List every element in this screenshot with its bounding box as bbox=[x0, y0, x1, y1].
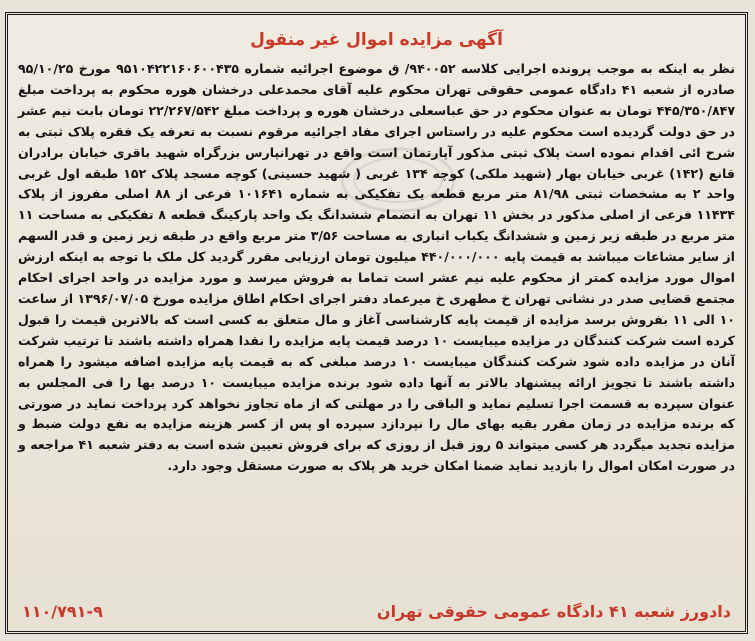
issuer-signature: دادورز شعبه ۴۱ دادگاه عمومی حقوقی تهران bbox=[376, 602, 731, 621]
notice-code: ۱۱۰/۷۹۱-۹ bbox=[22, 602, 103, 621]
auction-notice bbox=[5, 12, 748, 634]
notice-title: آگهی مزایده اموال غیر منقول bbox=[250, 30, 503, 50]
notice-body: نظر به اینکه به موجب پرونده اجرایی کلاسه ۹۴۰۰۵۲/ ق موضوع اجرائیه شماره ۹۵۱۰۴۲۲۱۶۰۶۰۰۴۳۵ مورخ ۹۵/۱۰/۲۵ صادره از شعبه ۴۱ دادگاه عمومی حقوقی تهران محکوم علیه آقای محمدعلی درخشان هوره محکوم به پرداخت مبلغ ۴۴۵/۳۵۰/۸۴۷ تومان به عنوان محکوم در حق عباسعلی درخشان هوره و پرداخت مبلغ ۲۲/۲۶۷/۵۴۲ تومان بابت نیم عشر در حق دولت گردیده است محکوم علیه در راستاس اجرای مفاد اجرائیه مرقوم نسبت به تعرفه یک فقره پلاک ثبتی به شرح ائی اقدام نموده است پلاک ثبتی مذکور آپارتمان است واقع در تهرانپارس بزرگراه شهید باقری خیابان برادران قانع (۱۴۲) غربی خیابان بهار (شهید ملکی) کوچه ۱۳۴ غربی ( شهید حسینی) کوچه مسجد پلاک ۱۵۲ طبقه اول غربی واحد ۲ به مشخصات ثبتی ۸۱/۹۸ متر مربع قطعه یک تفکیکی به شماره ۱۰۱۶۴۱ فرعی از ۸۸ اصلی مفروز از پلاک ۱۱۴۳۴ فرعی از اصلی مذکور در بخش ۱۱ تهران به انضمام ششدانگ یک واحد پارکینگ قطعه ۸ تفکیکی به مساحت ۱۱ متر مربع در طبقه زیر زمین و ششدانگ یکباب انباری به مساحت ۳/۵۶ متر مربع واقع در طبقه زیر زمین و قدر السهم از سایر مشاعات میباشد به قیمت پایه ۴۴۰/۰۰۰/۰۰۰ میلیون تومان ارزیابی مقرر گردید کل ملک با توجه به اینکه ارزش اموال مورد مزایده کمتر از محکوم علیه نیم عشر است تماما به فروش میرسد و مورد مزایده در واحد اجرای احکام مجتمع قضایی صدر در نشانی تهران خ مطهری خ میرعماد دفتر اجرای احکام اطاق مزایده مورخ ۱۳۹۶/۰۷/۰۵ از ساعت ۱۰ الی ۱۱ بفروش برسد مزایده از قیمت پایه کارشناسی آغاز و مال متعلق به کسی است که بالاترین قیمت را قبول کرده است شرکت کنندگان در مزایده میبایست ۱۰ درصد قیمت پایه مزایده را نقدا همراه داشته باشند تا ترتیب شرکت آنان در مزایده داده شود شرکت کنندگان میبایست ۱۰ درصد مبلغی که به قیمت پایه مزایده اضافه میشود را همراه داشته باشند تا تجویز ارائه پیشنهاد بالاتر به آنها داده شود برنده مزایده میبایست ۱۰ درصد بها را فی المجلس به عنوان سپرده به قسمت اجرا تسلیم نماید و الباقی را در مهلتی که از ماه تجاوز نخواهد کرد پرداخت نماید در صورتی که برنده مزایده در زمان مقرر بقیه بهای مال را نپردازد سپرده او پس از کسر هزینه مزایده به نفع دولت ضبط و مزایده تجدید میگردد هر کسی میتواند ۵ روز قبل از روزی که برای فروش تعیین شده است به دفتر شعبه ۴۱ مراجعه و در صورت امکان اموال را بازدید نماید ضمنا امکان خرید هر پلاک به صورت مستقل وجود دارد. bbox=[18, 61, 736, 474]
